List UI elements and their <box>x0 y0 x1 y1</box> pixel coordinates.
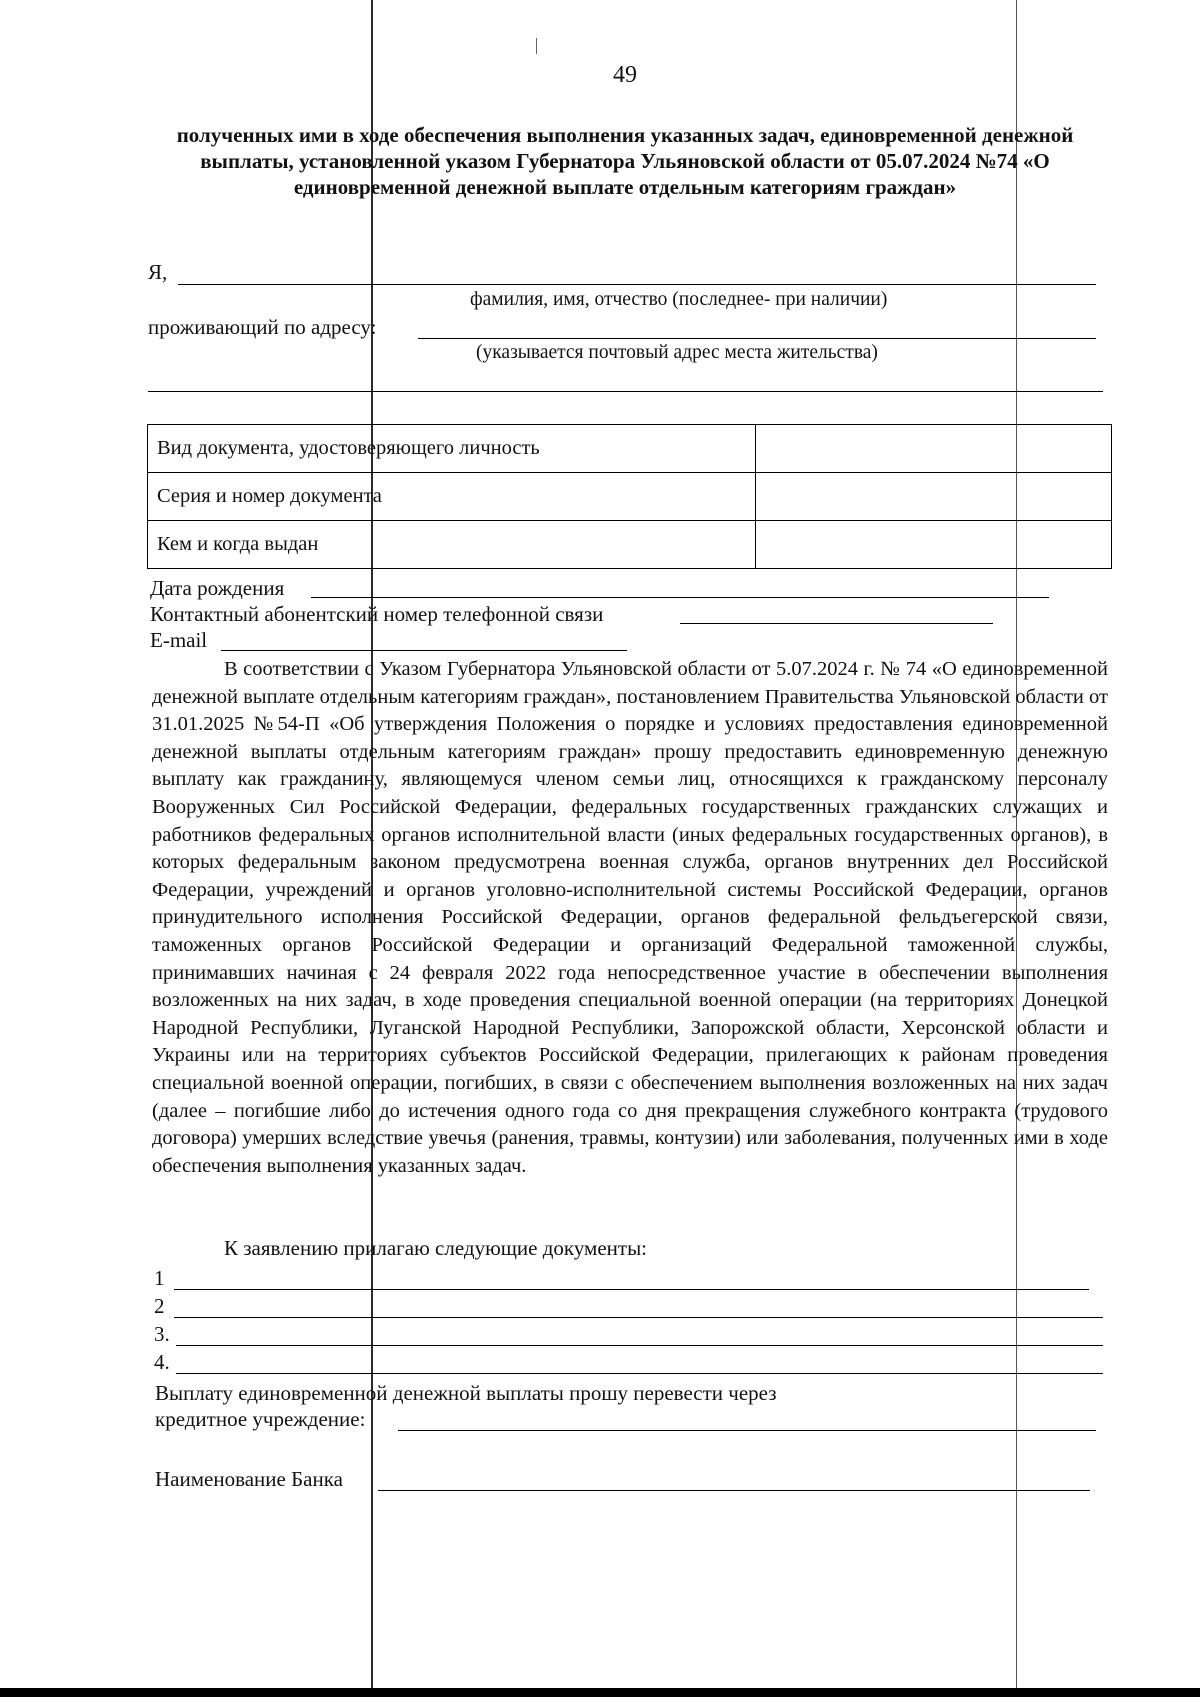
scan-mark-top <box>536 38 537 54</box>
attachment-number-3: 3. <box>154 1322 170 1346</box>
attachment-field-line-1[interactable] <box>174 1289 1089 1290</box>
birth-date-field-line[interactable] <box>311 597 1049 598</box>
page-number: 49 <box>613 62 637 88</box>
email-label: E-mail <box>150 628 208 652</box>
phone-label: Контактный абонентский номер телефонной связи <box>150 602 604 626</box>
address-hint: (указывается почтовый адрес места жительства) <box>476 342 878 363</box>
address-field-line[interactable] <box>418 338 1096 339</box>
scan-bottom-edge <box>0 1688 1200 1697</box>
payment-instruction: Выплату единовременной денежной выплаты прошу перевести через <box>155 1381 777 1405</box>
address-label: проживающий по адресу: <box>148 315 377 339</box>
name-field-line[interactable] <box>178 284 1096 285</box>
id-type-value[interactable] <box>756 425 1112 473</box>
statement-paragraph: В соответствии с Указом Губернатора Ульяновской области от 5.07.2024 г. № 74 «О единовременной денежной выплате отдельным категориям граждан», постановлением Правительства Ульяновской области от 31.01.2025 №54-П «Об утверждения Положения о порядке и условиях предоставления единовременной денежной выплаты отдельным категориям граждан» прошу предоставить единовременную денежную выплату как гражданину, являющемуся членом семьи лиц, относящихся к гражданскому персоналу Вооруженных Сил Российской Федерации, федеральных государственных гражданских служащих и работников федеральных органов исполнительной власти (иных федеральных государственных органов), в которых федеральным законом предусмотрена военная служба, органов внутренних дел Российской Федерации, учреждений и органов уголовно-исполнительной системы Российской Федерации, органов принудительного исполнения Российской Федерации, органов федеральной фельдъегерской связи, таможенных органов Российской Федерации и организаций Федеральной таможенной службы, принимавших начиная с 24 февраля 2022 года непосредственное участие в обеспечении выполнения возложенных на них задач, в ходе проведения специальной военной операции (на территориях Донецкой Народной Республики, Луганской Народной Республики, Запорожской области, Херсонской области и Украины или на территориях субъектов Российской Федерации, прилегающих к районам проведения специальной военной операции, погибших, в связи с обеспечением выполнения возложенных на них задач (далее – погибшие либо до истечения одного года со дня прекращения служебного контракта (трудового договора) умерших вследствие увечья (ранения, травмы, контузии) или заболевания, полученных ими в ходе обеспечения выполнения указанных задач. <box>152 658 1108 1177</box>
bank-name-field-line[interactable] <box>378 1490 1090 1491</box>
attachment-field-line-4[interactable] <box>176 1373 1103 1374</box>
table-row <box>148 521 1112 569</box>
id-document-table <box>147 424 1112 569</box>
applicant-prefix: Я, <box>148 260 168 284</box>
attachment-number-4: 4. <box>154 1350 170 1374</box>
id-issued-value[interactable] <box>756 521 1112 569</box>
id-type-label: Вид документа, удостоверяющего личность <box>148 425 756 473</box>
address-field-line-2[interactable] <box>148 391 1103 392</box>
attachments-intro: К заявлению прилагаю следующие документы: <box>224 1236 648 1260</box>
credit-institution-label: кредитное учреждение: <box>155 1407 366 1431</box>
phone-field-line[interactable] <box>680 623 993 624</box>
credit-institution-field-line[interactable] <box>398 1430 1096 1431</box>
attachment-number-2: 2 <box>154 1294 165 1318</box>
id-number-value[interactable] <box>756 473 1112 521</box>
table-row <box>148 473 1112 521</box>
table-row <box>148 425 1112 473</box>
email-field-line[interactable] <box>221 650 627 651</box>
document-title: полученных ими в ходе обеспечения выполнения указанных задач, единовременной денежной выплаты, установленной указом Губернатора Ульяновской области от 05.07.2024 №74 «О единовременной денежной выплате отдельным категориям граждан» <box>176 123 1074 199</box>
birth-date-label: Дата рождения <box>150 576 285 600</box>
attachment-number-1: 1 <box>154 1266 165 1290</box>
attachment-field-line-2[interactable] <box>174 1317 1103 1318</box>
name-hint: фамилия, имя, отчество (последнее- при наличии) <box>470 289 888 310</box>
id-issued-label: Кем и когда выдан <box>148 521 756 569</box>
bank-name-label: Наименование Банка <box>155 1467 343 1491</box>
id-number-label: Серия и номер документа <box>148 473 756 521</box>
attachment-field-line-3[interactable] <box>176 1345 1103 1346</box>
